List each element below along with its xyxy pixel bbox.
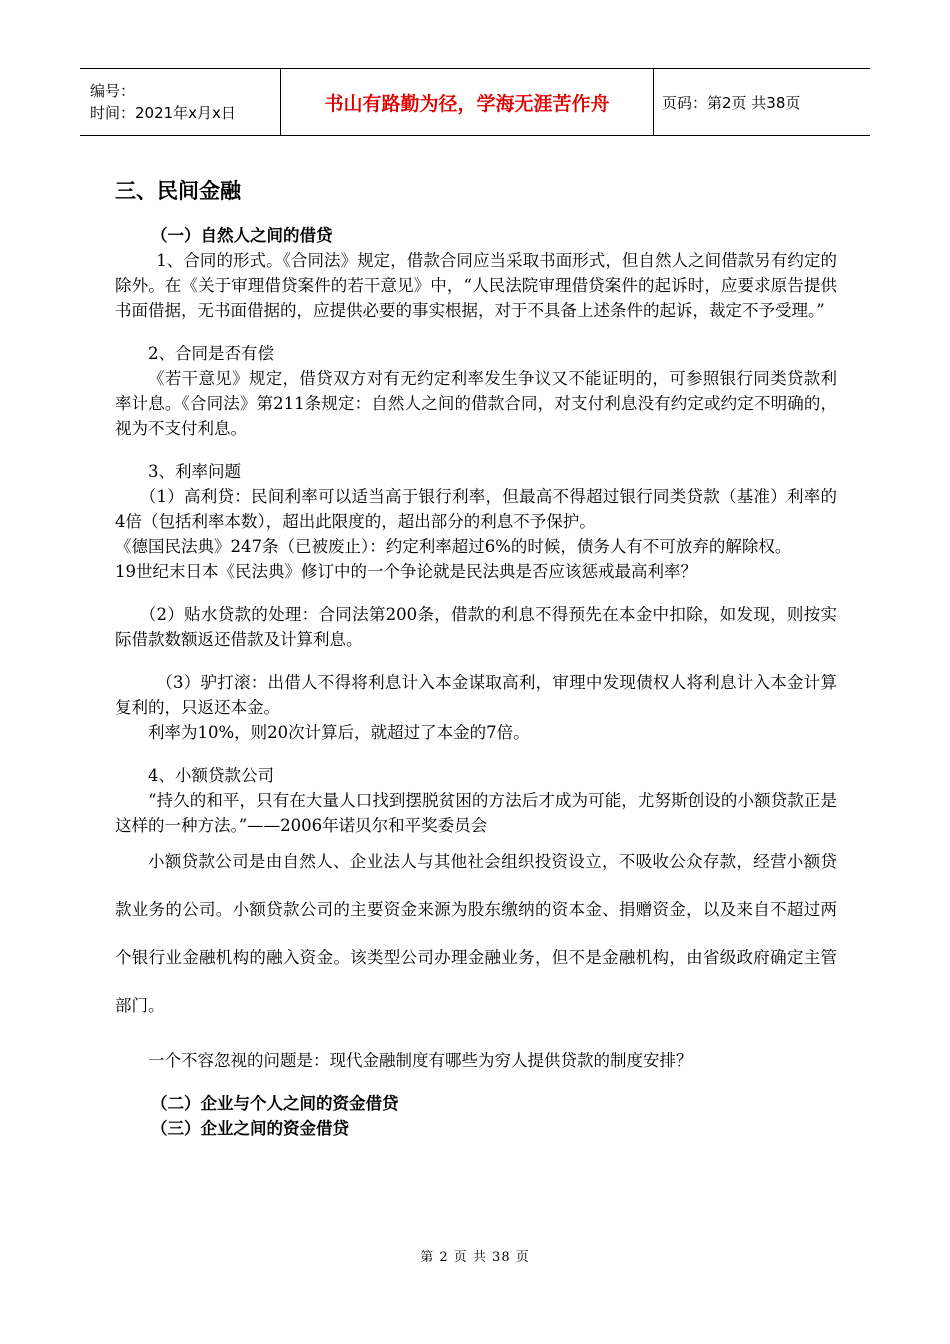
paragraph-german-code: 《德国民法典》247条（已被废止）：约定利率超过6%的时候，债务人有不可放弃的解除权。 (115, 537, 792, 556)
paragraph-contract-paid: 《若干意见》规定，借贷双方对有无约定利率发生争议又不能证明的，可参照银行同类贷款利率计息。《合同法》第211条规定：自然人之间的借款合同，对支付利息没有约定或约定不明确的，视为不支付利息。 (115, 369, 837, 438)
header-page-info: 页码：第2页 共38页 (662, 93, 801, 112)
paragraph-heading-4: 4、小额贷款公司 (148, 766, 274, 785)
paragraph-heading-3: 3、利率问题 (148, 462, 241, 481)
document-number-label: 编号： (90, 82, 136, 100)
paragraph-compound-interest: （3）驴打滚：出借人不得将利息计入本金谋取高利，审理中发现债权人将利息计入本金计算复利的，只返还本金。 (115, 673, 837, 717)
paragraph-japan-code: 19世纪末日本《民法典》修订中的一个争论就是民法典是否应该惩戒最高利率？ (115, 562, 697, 581)
paragraph-interest-example: 利率为10%，则20次计算后，就超过了本金的7倍。 (148, 723, 530, 742)
paragraph-question: 一个不容忽视的问题是：现代金融制度有哪些为穷人提供贷款的制度安排？ (148, 1051, 693, 1070)
paragraph-microloan-company: 小额贷款公司是由自然人、企业法人与其他社会组织投资设立，不吸收公众存款，经营小额贷款业务的公司。小额贷款公司的主要资金来源为股东缴纳的资本金、捐赠资金，以及来自不超过两个银行业金融机构的融入资金。该类型公司办理金融业务，但不是金融机构，由省级政府确定主管部门。 (115, 852, 837, 1015)
paragraph-quote: “持久的和平，只有在大量人口找到摆脱贫困的方法后才成为可能，尤努斯创设的小额贷款正是这样的一种方法。”——2006年诺贝尔和平奖委员会 (115, 791, 837, 835)
subsection-heading-3: （三）企业之间的资金借贷 (151, 1119, 349, 1138)
section-title: 三、民间金融 (115, 179, 241, 203)
paragraph-discount-loan: （2）贴水贷款的处理：合同法第200条，借款的利息不得预先在本金中扣除，如发现，则按实际借款数额返还借款及计算利息。 (115, 605, 837, 649)
page-footer: 第 2 页 共 38 页 (420, 1250, 530, 1265)
header-meta (80, 69, 280, 135)
paragraph-contract-form: 1、合同的形式。《合同法》规定，借款合同应当采取书面形式，但自然人之间借款另有约定的除外。在《关于审理借贷案件的若干意见》中，“人民法院审理借贷案件的起诉时，应要求原告提供书面借据，无书面借据的，应提供必要的事实根据，对于不具备上述条件的起诉，裁定不予受理。” (115, 251, 837, 320)
subsection-heading-2: （二）企业与个人之间的资金借贷 (151, 1094, 399, 1113)
document-body (115, 175, 837, 1141)
paragraph-heading-2: 2、合同是否有偿 (148, 344, 274, 363)
document-time-label: 时间：2021年x月x日 (90, 104, 236, 122)
subsection-heading-1: （一）自然人之间的借贷 (151, 226, 333, 245)
header-motto: 书山有路勤为径，学海无涯苦作舟 (280, 69, 654, 135)
page-header (80, 68, 870, 136)
paragraph-usury: （1）高利贷：民间利率可以适当高于银行利率，但最高不得超过银行同类贷款（基准）利率的4倍（包括利率本数），超出此限度的，超出部分的利息不予保护。 (115, 487, 837, 531)
